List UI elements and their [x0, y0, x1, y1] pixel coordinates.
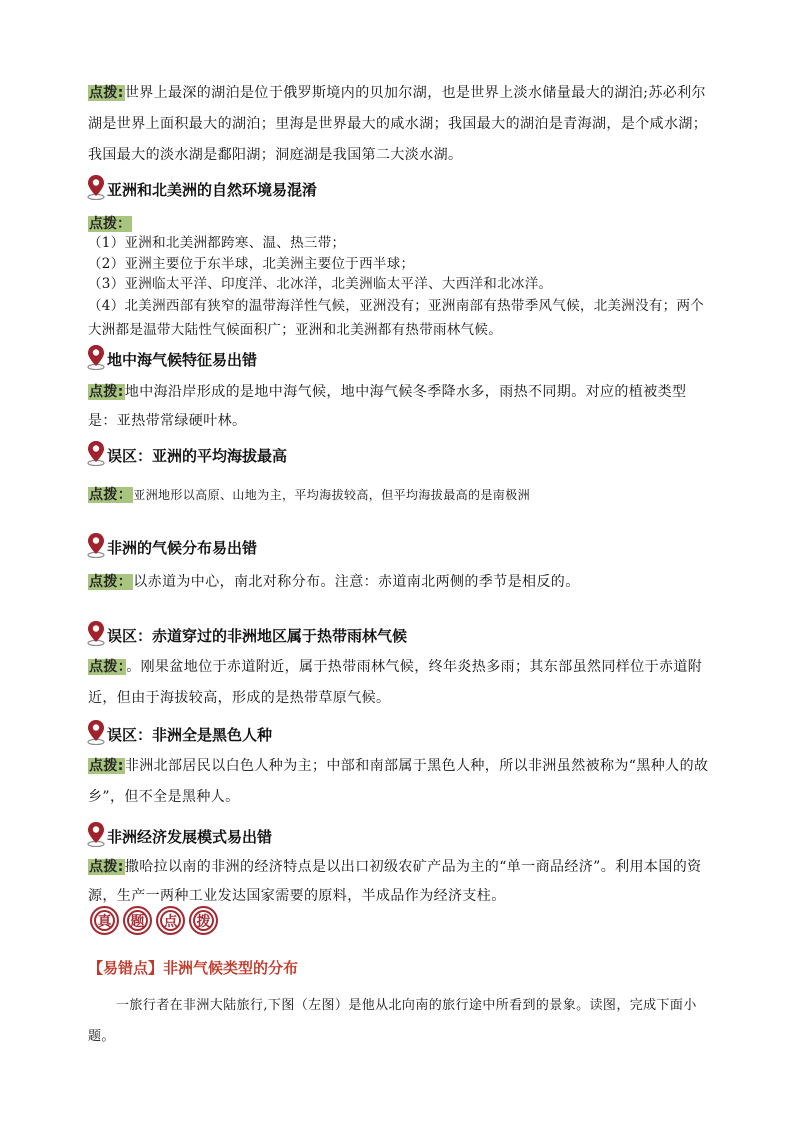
section-heading — [86, 719, 272, 745]
tip-line — [88, 213, 132, 233]
section-title-africa-climate: 非洲的气候分布易出错 — [107, 539, 258, 557]
tip-paragraph — [88, 652, 712, 714]
list-item: （4）北美洲西部有狭窄的温带海洋性气候，亚洲没有；亚洲南部有热带季风气候，北美洲没有；两个大洲都是温带大陆性气候面积广；亚洲和北美洲都有热带雨林气候。 — [88, 298, 705, 338]
list-item: （1）亚洲和北美洲都跨寒、温、热三带； — [88, 235, 346, 251]
map-pin-icon — [86, 719, 106, 745]
badge-char: 拨 — [189, 906, 218, 935]
section-heading — [86, 174, 317, 200]
intro-text: 世界上最深的湖泊是位于俄罗斯境内的贝加尔湖，也是世界上淡水储量最大的湖泊;苏必利尔湖是世界上面积最大的湖泊；里海是世界最大的咸水湖；我国最大的湖泊是青海湖，是个咸水湖；我国最大的淡水湖是鄱阳湖；洞庭湖是我国第二大淡水湖。 — [88, 85, 708, 163]
question-text: 一旅行者在非洲大陆旅行,下图（左图）是他从北向南的旅行途中所看到的景象。读图，完成下面小题。 — [88, 998, 697, 1044]
badge-char: 点 — [156, 906, 185, 935]
tip-paragraph — [88, 751, 712, 813]
intro-paragraph — [88, 78, 712, 171]
tip-text: 非洲北部居民以白色人种为主；中部和南部属于黑色人种，所以非洲虽然被称为“黑种人的故乡”，但不全是黑种人。 — [88, 758, 709, 805]
section-heading — [86, 821, 272, 847]
section-heading — [86, 440, 287, 466]
section-title-asia-altitude: 误区：亚洲的平均海拔最高 — [107, 447, 288, 465]
tip-label: 点拨: — [89, 384, 124, 400]
tip-text: 亚洲地形以高原、山地为主，平均海拔较高，但平均海拔最高的是南极洲 — [133, 488, 531, 502]
list-item: （2）亚洲主要位于东半球，北美洲主要位于西半球； — [88, 256, 415, 272]
tip-paragraph — [88, 567, 712, 598]
question-title: 【易错点】非洲气候类型的分布 — [88, 959, 299, 977]
tip-label: 点拨： — [89, 487, 133, 503]
tip-text: 以赤道为中心，南北对称分布。注意：赤道南北两侧的季节是相反的。 — [133, 574, 580, 590]
map-pin-icon — [86, 344, 106, 370]
tip-label: 点拨： — [89, 659, 126, 675]
tip-label: 点拨： — [89, 216, 131, 232]
tip-label: 点拨: — [89, 85, 124, 101]
section-heading — [86, 344, 257, 370]
tip-label: 点拨： — [89, 574, 133, 590]
badge-char: 真 — [90, 906, 119, 935]
section-title-africa-economy: 非洲经济发展模式易出错 — [107, 828, 273, 846]
tip-paragraph — [88, 853, 712, 911]
section-title-equator: 误区：赤道穿过的非洲地区属于热带雨林气候 — [107, 627, 408, 645]
map-pin-icon — [86, 174, 106, 200]
tip-paragraph — [88, 378, 712, 436]
tip-label: 点拨: — [89, 758, 124, 774]
section-heading — [86, 532, 257, 558]
list-item: （3）亚洲临太平洋、印度洋、北冰洋，北美洲临太平洋、大西洋和北冰洋。 — [88, 276, 553, 292]
tip-text: 地中海沿岸形成的是地中海气候，地中海气候冬季降水多，雨热不同期。对应的植被类型是：亚热带常绿硬叶林。 — [88, 384, 687, 429]
tip-text: 。刚果盆地位于赤道附近，属于热带雨林气候，终年炎热多雨；其东部虽然同样位于赤道附近，但由于海拔较高，形成的是热带草原气候。 — [88, 659, 703, 706]
map-pin-icon — [86, 821, 106, 847]
badge-char: 题 — [123, 906, 152, 935]
map-pin-icon — [86, 440, 106, 466]
map-pin-icon — [86, 620, 106, 646]
section-title-mediterranean: 地中海气候特征易出错 — [107, 351, 258, 369]
section-title-asia-na: 亚洲和北美洲的自然环境易混淆 — [107, 181, 318, 199]
tip-text: 撒哈拉以南的非洲的经济特点是以出口初级农矿产品为主的“单一商品经济”。利用本国的资源，生产一两种工业发达国家需要的原料，半成品作为经济支柱。 — [88, 859, 702, 904]
tip-paragraph — [88, 480, 712, 511]
exam-tips-banner — [90, 906, 218, 935]
tip-label: 点拨: — [89, 859, 124, 875]
map-pin-icon — [86, 532, 106, 558]
section-heading — [86, 620, 407, 646]
section-title-africa-race: 误区：非洲全是黑色人种 — [107, 726, 273, 744]
